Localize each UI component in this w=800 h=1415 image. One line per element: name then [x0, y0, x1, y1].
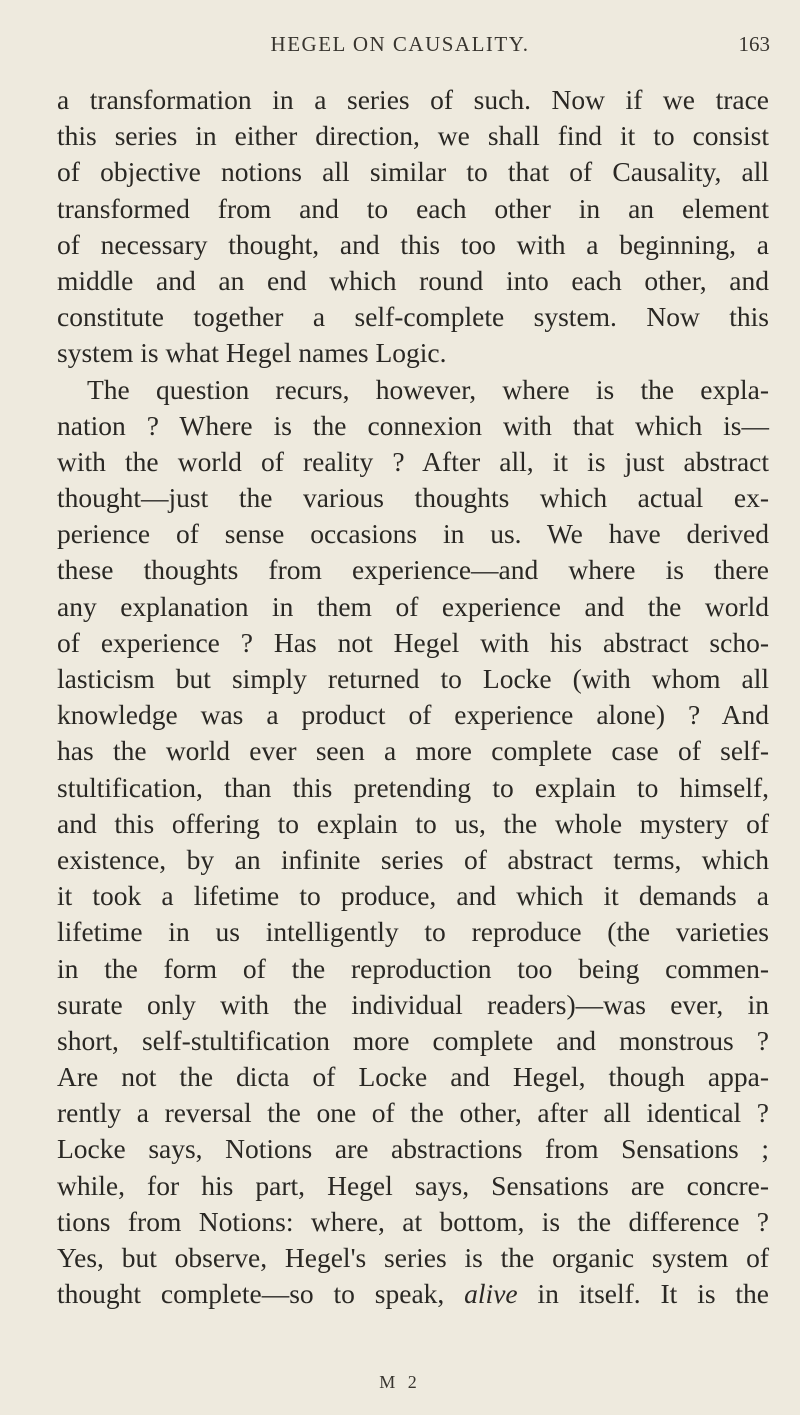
text-line: this series in either direction, we shall find it to consist	[57, 120, 769, 152]
text-line: while, for his part, Hegel says, Sensations are concre-	[57, 1169, 769, 1201]
text-line: of objective notions all similar to that of Causality, all	[57, 156, 769, 188]
line-text: thought complete—so to speak,	[57, 1278, 445, 1310]
text-line: rently a reversal the one of the other, after all identical ?	[57, 1097, 769, 1129]
text-line: these thoughts from experience—and where is there	[57, 554, 769, 586]
body-text	[57, 82, 769, 1312]
text-line: has the world ever seen a more complete case of self-	[57, 735, 769, 767]
text-line: transformed from and to each other in an element	[57, 192, 769, 224]
text-line: in the form of the reproduction too being commen-	[57, 952, 769, 984]
text-line: short, self-stultification more complete and monstrous ?	[57, 1024, 769, 1056]
text-line: surate only with the individual readers)—was ever, in	[57, 988, 769, 1020]
text-line: lasticism but simply returned to Locke (with whom all	[57, 663, 769, 694]
text-line: of experience ? Has not Hegel with his abstract scho-	[57, 626, 769, 658]
text-line	[57, 1276, 769, 1312]
text-line: lifetime in us intelligently to reproduce (the varieties	[57, 916, 769, 948]
text-line: knowledge was a product of experience alone) ? And	[57, 699, 769, 731]
text-line: thought—just the various thoughts which actual ex-	[57, 482, 769, 514]
text-line: tions from Notions: where, at bottom, is the difference ?	[57, 1205, 769, 1237]
text-line: middle and an end which round into each other, and	[57, 264, 769, 296]
text-line: Locke says, Notions are abstractions from Sensations ;	[57, 1133, 769, 1165]
signature-mark: M 2	[379, 1372, 421, 1392]
text-line: nation ? Where is the connexion with that which is—	[57, 409, 769, 441]
line-text: in itself. It is the	[537, 1278, 770, 1310]
running-head: HEGEL ON CAUSALITY.	[270, 32, 530, 56]
text-line: constitute together a self-complete system. Now this	[57, 301, 769, 333]
text-line: any explanation in them of experience and the world	[57, 590, 769, 622]
text-line: of necessary thought, and this too with a beginning, a	[57, 228, 769, 260]
text-line: Are not the dicta of Locke and Hegel, though appa-	[57, 1061, 769, 1093]
text-line: Yes, but observe, Hegel's series is the organic system of	[57, 1242, 769, 1273]
text-line: and this offering to explain to us, the whole mystery of	[57, 807, 769, 839]
page-number: 163	[738, 32, 770, 56]
text-line: it took a lifetime to produce, and which it demands a	[57, 880, 769, 912]
text-line: a transformation in a series of such. Now if we trace	[57, 84, 769, 115]
text-line: perience of sense occasions in us. We have derived	[57, 518, 769, 550]
text-line: The question recurs, however, where is the expla-	[87, 373, 769, 405]
page-header	[0, 26, 800, 66]
italic-emphasis: alive	[464, 1278, 518, 1310]
text-line: stultification, than this pretending to explain to himself,	[57, 771, 769, 803]
text-line: system is what Hegel names Logic.	[57, 337, 447, 369]
text-line: with the world of reality ? After all, it is just abstract	[57, 445, 769, 477]
text-line: existence, by an infinite series of abstract terms, which	[57, 843, 769, 875]
